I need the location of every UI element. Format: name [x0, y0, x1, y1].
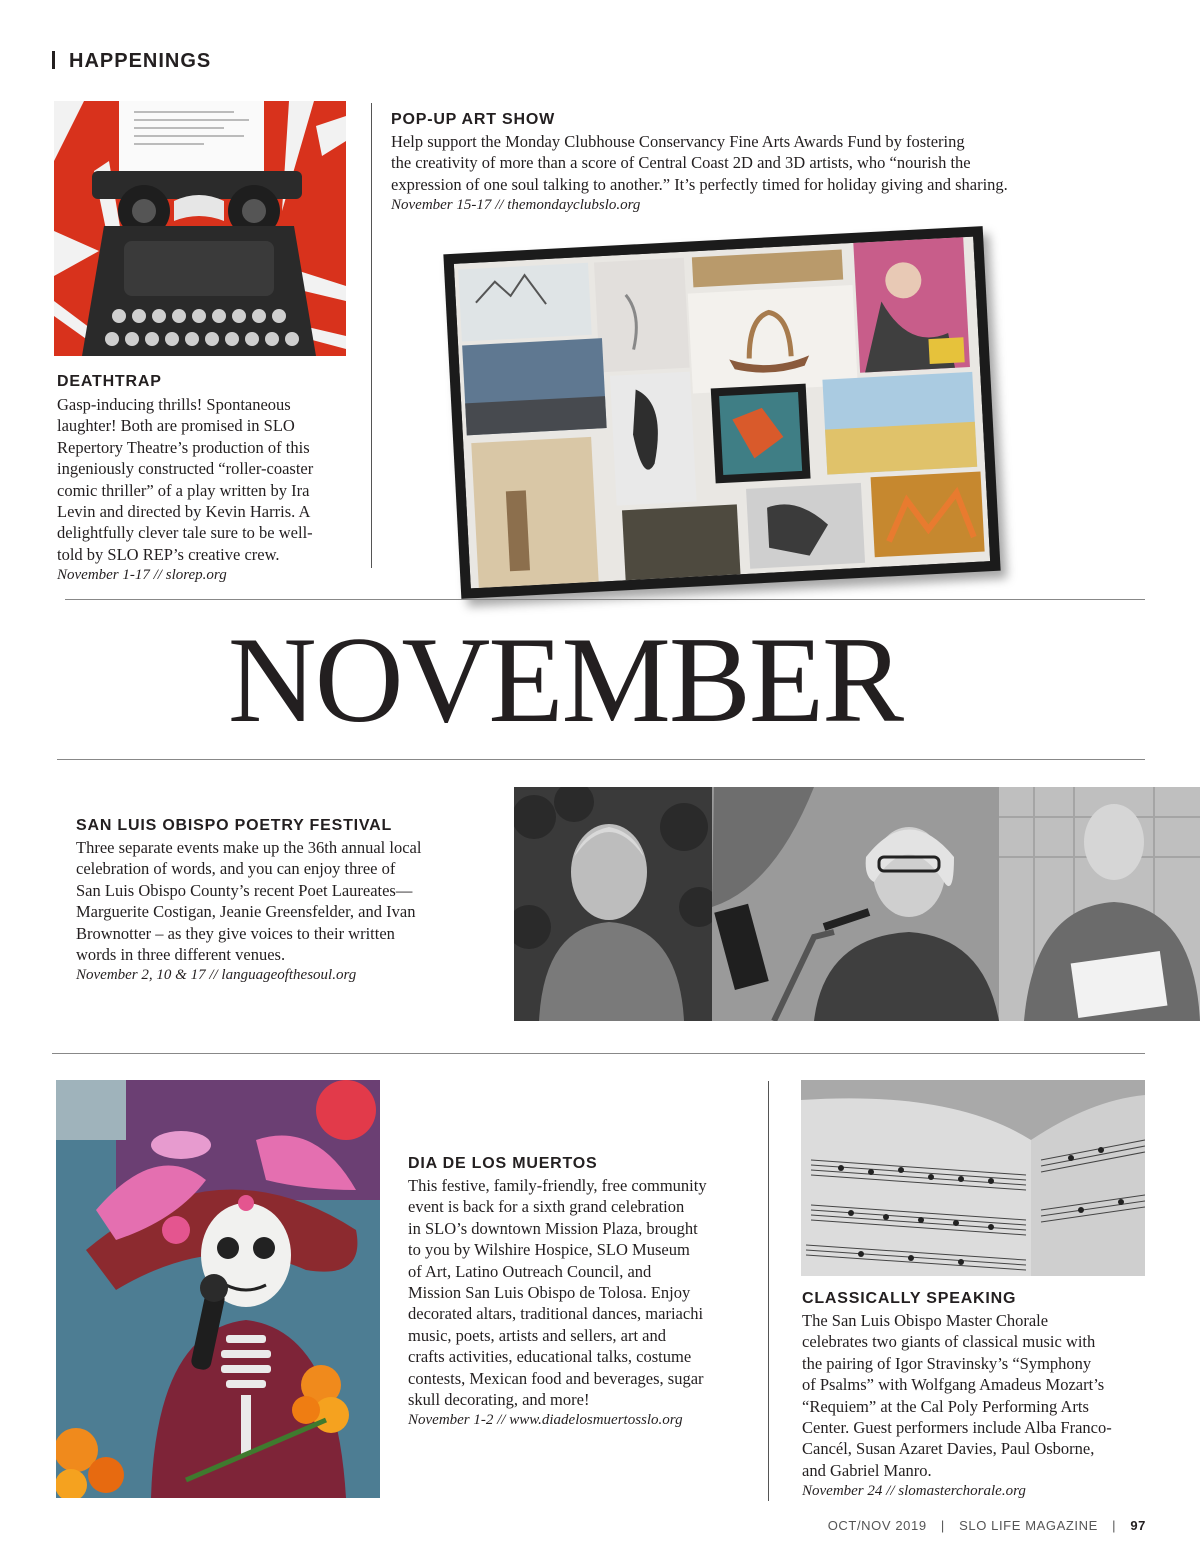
body-line: decorated altars, traditional dances, mariachi: [408, 1304, 704, 1324]
body-line: delightfully clever tale sure to be well-: [57, 523, 313, 543]
title-rule-bottom: [57, 759, 1145, 760]
footer-issue: OCT/NOV 2019: [827, 1518, 927, 1533]
body-line: Repertory Theatre’s production of this: [57, 437, 310, 457]
dia-date: November 1-2 // www.diadelosmuertosslo.org: [408, 1412, 683, 1429]
body-line: and Gabriel Manro.: [802, 1460, 932, 1480]
body-line: music, poets, artists and sellers, art and: [408, 1325, 666, 1345]
body-line: expression of one soul talking to another.” It’s perfectly timed for holiday giving and sharing.: [391, 174, 1008, 194]
popup-title: POP-UP ART SHOW: [391, 111, 556, 128]
body-line: ingeniously constructed “roller-coaster: [57, 459, 314, 479]
body-line: Gasp-inducing thrills! Spontaneous: [57, 395, 291, 414]
classical-date: November 24 // slomasterchorale.org: [802, 1483, 1026, 1500]
body-line: to you by Wilshire Hospice, SLO Museum: [408, 1240, 690, 1260]
body-line: The San Luis Obispo Master Chorale: [802, 1311, 1049, 1330]
page-number: 97: [1130, 1518, 1146, 1533]
body-line: crafts activities, educational talks, costume: [408, 1347, 692, 1367]
poetry-date: November 2, 10 & 17 // languageofthesoul.org: [76, 967, 357, 984]
body-line: Help support the Monday Clubhouse Conservancy Fine Arts Awards Fund by fostering: [391, 132, 965, 151]
typewriter-photo: [54, 101, 346, 356]
body-line: Center. Guest performers include Alba Franco-: [802, 1418, 1112, 1438]
popup-date: November 15-17 // themondayclubslo.org: [391, 197, 641, 214]
body-line: Cancél, Susan Azaret Davies, Paul Osborne,: [802, 1439, 1095, 1459]
poetry-article: [76, 817, 496, 986]
body-line: told by SLO REP’s creative crew.: [57, 544, 280, 564]
classical-article: [802, 1290, 1162, 1502]
body-line: the pairing of Igor Stravinsky’s “Symphony: [802, 1353, 1092, 1373]
section-tag-bar: [52, 51, 55, 69]
deathtrap-date: November 1-17 // slorep.org: [57, 567, 227, 584]
body-line: event is back for a sixth grand celebration: [408, 1197, 685, 1217]
body-line: celebrates two giants of classical music with: [802, 1332, 1096, 1352]
title-rule-top: [65, 599, 1145, 600]
footer-separator: |: [940, 1518, 945, 1533]
body-line: celebration of words, and you can enjoy three of: [76, 859, 396, 879]
body-line: contests, Mexican food and beverages, sugar: [408, 1368, 704, 1388]
body-line: Marguerite Costigan, Jeanie Greensfelder, and Ivan: [76, 902, 416, 922]
body-line: of Art, Latino Outreach Council, and: [408, 1261, 652, 1281]
footer-magazine: SLO LIFE MAGAZINE: [959, 1518, 1098, 1533]
body-line: comic thriller” of a play written by Ira: [57, 480, 310, 500]
section-tag-label: HAPPENINGS: [69, 50, 212, 72]
deathtrap-body: [57, 394, 357, 565]
footer-separator: |: [1112, 1518, 1117, 1533]
body-line: Brownotter – as they give voices to their written: [76, 923, 395, 943]
section-rule: [52, 1053, 1145, 1054]
dia-body: [408, 1175, 748, 1410]
body-line: laughter! Both are promised in SLO: [57, 416, 295, 436]
page-footer: [828, 1518, 1146, 1533]
body-line: words in three different venues.: [76, 945, 286, 965]
body-line: skull decorating, and more!: [408, 1390, 590, 1410]
dia-article: [408, 1155, 748, 1431]
classical-body: [802, 1310, 1162, 1481]
column-divider-bottom: [768, 1081, 769, 1501]
body-line: “Requiem” at the Cal Poly Performing Arts: [802, 1396, 1089, 1416]
body-line: Levin and directed by Kevin Harris. A: [57, 502, 311, 522]
month-title: NOVEMBER: [227, 611, 903, 748]
poetry-title: SAN LUIS OBISPO POETRY FESTIVAL: [76, 817, 393, 834]
deathtrap-article: [57, 373, 357, 586]
body-line: This festive, family-friendly, free community: [408, 1176, 707, 1195]
column-divider: [371, 103, 372, 568]
art-collage-photo: [443, 226, 1000, 599]
popup-body: [391, 131, 1151, 195]
sheet-music-photo: [801, 1080, 1145, 1276]
poets-photo: [514, 787, 1200, 1021]
deathtrap-title: DEATHTRAP: [57, 373, 162, 390]
popup-article: [391, 111, 1151, 216]
body-line: the creativity of more than a score of Central Coast 2D and 3D artists, who “nourish the: [391, 153, 971, 173]
classical-title: CLASSICALLY SPEAKING: [802, 1290, 1017, 1307]
body-line: San Luis Obispo County’s recent Poet Laureates—: [76, 880, 413, 900]
dia-title: DIA DE LOS MUERTOS: [408, 1155, 598, 1172]
poetry-body: [76, 837, 496, 965]
body-line: Mission San Luis Obispo de Tolosa. Enjoy: [408, 1283, 691, 1303]
body-line: in SLO’s downtown Mission Plaza, brought: [408, 1218, 698, 1238]
dia-de-los-muertos-photo: [56, 1080, 380, 1498]
section-tag: [52, 50, 211, 73]
body-line: of Psalms” with Wolfgang Amadeus Mozart’s: [802, 1375, 1105, 1395]
body-line: Three separate events make up the 36th annual local: [76, 838, 422, 857]
